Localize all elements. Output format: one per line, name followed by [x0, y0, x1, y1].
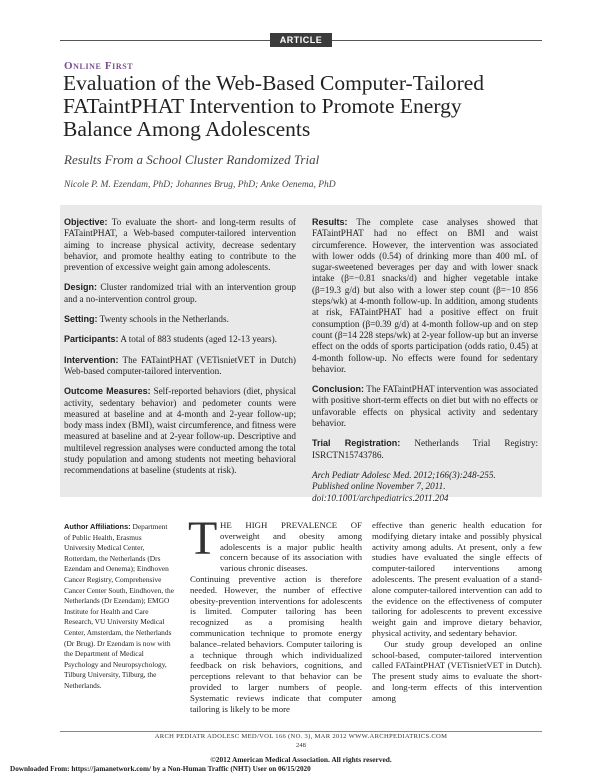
abstract-results: Results: The complete case analyses showed that FATaintPHAT had no effect on BMI and waist circumference. However, the intervention was associated with lower odds (0.54) of drinking more than 400 mL of sugar-sweetened beverages per day and with lower snack intake (β=−0.81 snacks/d) and higher vegetable intake (β=19.3 g/d) but also with a lower step count (β=−10 856 steps/wk) at 4-month follow-up. In addition, among students at risk, FATaintPHAT had a positive effect on fruit consumption (β=0.39 g/d) at 4-month follow-up and on step count (β=14 228 steps/wk) at 2-year follow-up but an inverse effect on the odds of sports participation (odds ratio, 0.45) at 4-month follow-up. No effects were found for sedentary behavior.	[312, 217, 538, 374]
body-col2-p1: effective than generic health education for modifying dietary intake and possibly physical activity among adults. At present, only a few studies have evaluated the single effects of computer-tailored interventions among adolescents. The present evaluation of a stand-alone computer-tailored intervention can add to the evidence on the effectiveness of computer tailoring for adolescents to prevent excessive weight gain and improve dietary behavior, physical activity, and sedentary behavior.	[372, 520, 542, 638]
article-title: Evaluation of the Web-Based Computer-Tailored FATaintPHAT Intervention to Promote Energy Balance Among Adolescents	[63, 71, 485, 141]
author-affiliations	[64, 522, 174, 692]
download-stamp: Downloaded From: https://jamanetwork.com/ by a Non-Human Traffic (NHT) User on 06/15/2020	[10, 765, 311, 773]
footer-rule	[60, 731, 542, 732]
body-col2-p2: Our study group developed an online school-based, computer-tailored intervention called FATaintPHAT (VETisnietVET in Dutch). The present study aims to evaluate the short- and long-term effects of this intervention among	[372, 638, 542, 703]
body-col1-rest: Continuing preventive action is therefore needed. However, the number of effective obesity-prevention interventions for adolescents is limited. Computer tailoring has been recognized as a promising health communication technique to promote energy balance–related behaviors. Computer tailoring is a technique through which individualized feedback on risk behaviors, cognitions, and perceptions relevant to that behavior can be provided to larger numbers of people. Systematic reviews indicate that computer tailoring is likely to be more	[190, 573, 362, 714]
body-intro: HE HIGH PREVALENCE OF overweight and obesity among adolescents is a major public health concern because of its association with various chronic diseases.	[220, 520, 362, 574]
affiliations-text: Department of Public Health, Erasmus University Medical Center, Rotterdam, the Netherlands (Drs Ezendam and Oenema); Eindhoven Cancer Registry, Comprehensive Cancer Center South, Eindhoven, the Netherlands (Dr Ezendam); EMGO Institute for Health and Care Research, VU University Medical Center, Amsterdam, the Netherlands (Dr Brug). Dr Ezendam is now with the Department of Medical Psychology and Neuropsychology, Tilburg University, Tilburg, the Netherlands.	[64, 522, 175, 690]
abstract-citation: Arch Pediatr Adolesc Med. 2012;166(3):248-255. Published online November 7, 2011. doi:10.1001/archpediatrics.2011.204	[312, 469, 496, 503]
abstract-conclusion: Conclusion: The FATaintPHAT intervention was associated with positive short-term effects on diet but with no effects or unfavorable effects on physical activity and sedentary behavior.	[312, 384, 538, 429]
drop-cap: T	[188, 512, 218, 565]
abstract-outcome: Outcome Measures: Self-reported behaviors (diet, physical activity, sedentary behavior) and pedometer counts were measured at baseline and at 4-month and 2-year follow-up; body mass index (BMI), waist circumference, and fitness were measured at baseline and at 2-year follow-up. Descriptive and multilevel regression analyses were conducted among the total study population and among students not meeting behavioral recommendations at baseline (students at risk).	[64, 386, 297, 476]
copyright-line: ©2012 American Medical Association. All rights reserved.	[210, 755, 392, 764]
abstract-setting: Setting: Twenty schools in the Netherlands.	[64, 314, 229, 325]
author-list: Nicole P. M. Ezendam, PhD; Johannes Brug, PhD; Anke Oenema, PhD	[64, 180, 336, 190]
article-type-tag: ARTICLE	[270, 33, 332, 47]
online-first-label: Online First	[64, 60, 134, 72]
abstract-participants: Participants: A total of 883 students (aged 12-13 years).	[64, 334, 277, 345]
article-subtitle: Results From a School Cluster Randomized Trial	[64, 152, 320, 167]
body-column-2	[372, 520, 542, 704]
abstract-right-column	[312, 217, 538, 513]
abstract-design: Design: Cluster randomized trial with an intervention group and a no-intervention control group.	[64, 282, 297, 304]
abstract-trial-registration: Trial Registration: Netherlands Trial Registry: ISRCTN15743786.	[312, 438, 539, 460]
body-column-1	[190, 520, 362, 714]
journal-footer: ARCH PEDIATR ADOLESC MED/VOL 166 (NO. 3), MAR 2012 WWW.ARCHPEDIATRICS.COM	[154, 733, 448, 740]
abstract-objective: Objective: To evaluate the short- and long-term results of FATaintPHAT, a Web-based computer-tailored intervention aiming to increase physical activity, decrease sedentary behavior, and promote healthy eating to contribute to the prevention of excessive weight gain among adolescents.	[64, 217, 296, 273]
abstract-intervention: Intervention: The FATaintPHAT (VETisnietVET in Dutch) Web-based computer-tailored intervention.	[64, 354, 296, 376]
affiliations-label: Author Affiliations:	[64, 522, 131, 531]
abstract-left-column	[64, 217, 296, 486]
page-number: 248	[296, 742, 306, 749]
